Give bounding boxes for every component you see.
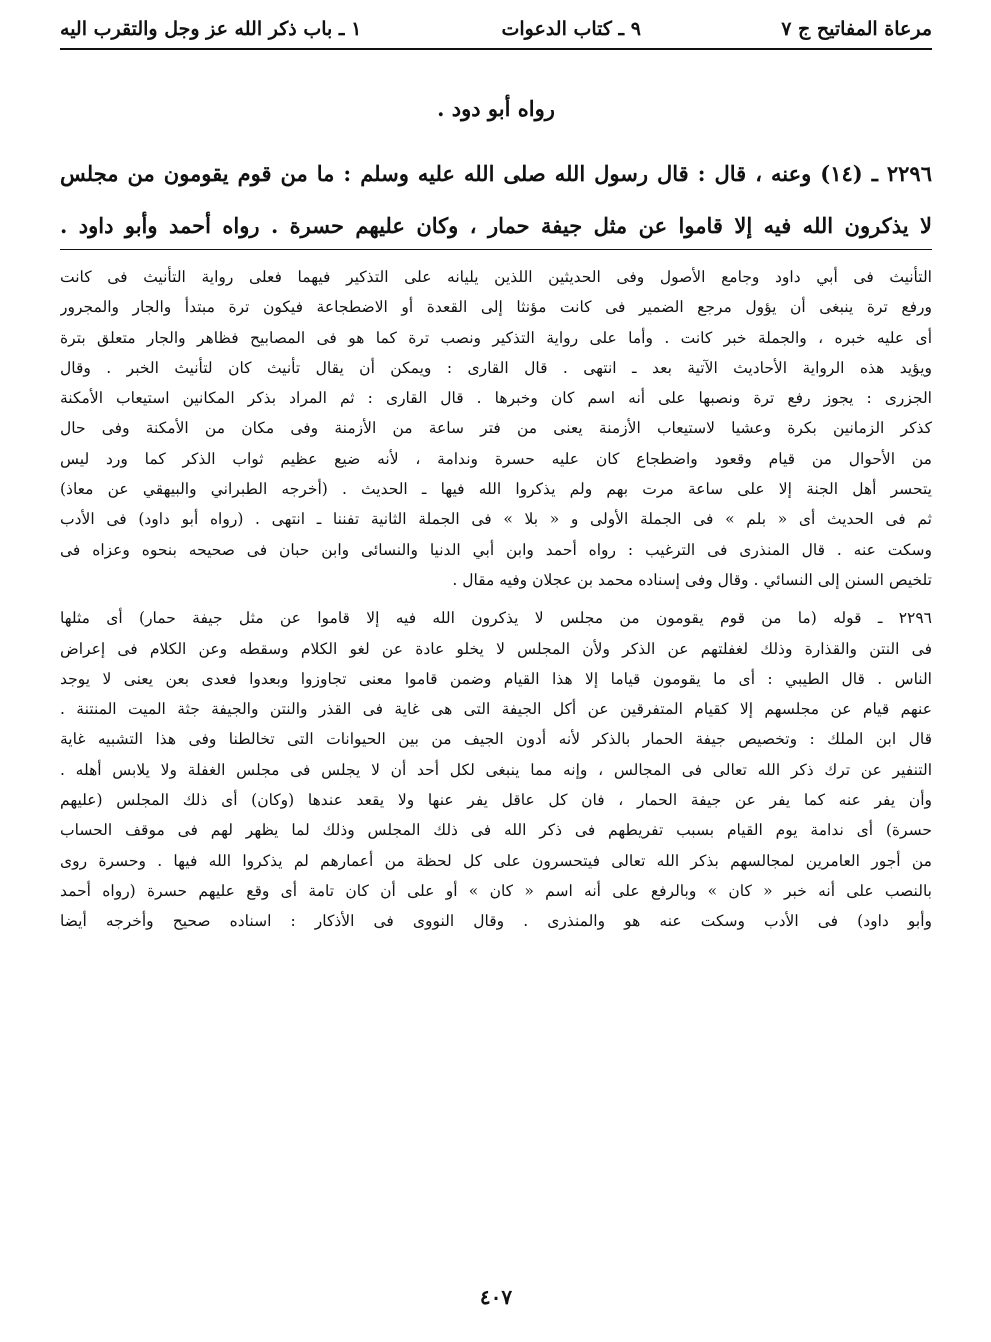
commentary-line: ورفع ترة ينبغى أن يؤول مرجع الضمير فى كانت مؤنثا إلى القعدة أو الاضطجاعة فيكون ترة مبتدأ والجار والمجرور (60, 298, 932, 317)
commentary-line: يتحسر أهل الجنة إلا على ساعة مرت بهم ولم يذكروا الله فيها ـ الحديث . (أخرجه الطبراني والبيهقي عن معاذ) (60, 480, 932, 499)
commentary-line: الناس . قال الطيبي : أى ما يقومون قياما إلا هذا القيام وضمن قاموا معنى تجاوزوا وبعدوا فعدى بعن يعنى لا يوجد (60, 669, 932, 688)
commentary-line: الجزرى : يجوز رفع ترة ونصبها على أنه اسم كان وخبرها . قال القارى : ثم المراد بذكر المكانين استيعاب الأمكنة (60, 389, 932, 408)
header-kitab: ٩ ـ كتاب الدعوات (501, 18, 641, 40)
commentary-line: من الأحوال من قيام وقعود واضطجاع كان عليه حسرة وندامة ، لأنه ضيع عظيم ثواب الذكر كما ورد ليس (60, 449, 932, 468)
hadith-text (60, 148, 932, 252)
commentary-line: فى النتن والقذارة وذلك لغفلتهم عن الذكر ولأن المجلس لا يخلو عادة عن لغو الكلام وسقطه وعن الكلام فى إعراض (60, 639, 932, 658)
commentary-line: من أجور العامرين لمجالسهم بذكر الله تعالى فيتحسرون على كل لحظة من أعمارهم لم يذكروا الله فيها . وحسرة روى (60, 851, 932, 870)
commentary-line: كذكر الزمانين بكرة وعشيا لاستيعاب الأزمنة يعنى من فتر ساعة من الأزمنة وفى مكان من الأمكنة وفى حال (60, 419, 932, 438)
commentary-line: حسرة) أى ندامة يوم القيام بسبب تفريطهم فى ذكر الله فى ذلك المجلس وذلك لما يظهر لهم فى موقف الحساب (60, 821, 932, 840)
commentary-line: ثم فى الحديث أى « بلم » فى الجملة الأولى و « بلا » فى الجملة الثانية تفننا ـ انتهى . (رواه أبو داود) فى الأدب (60, 510, 932, 529)
commentary-line: وأبو داود) فى الأدب وسكت عنه هو والمنذرى . وقال النووى فى الأذكار : اسناده صحيح وأخرجه أيضا (60, 912, 932, 931)
header-book-title: مرعاة المفاتيح ج ٧ (781, 18, 932, 40)
header-bab: ١ ـ باب ذكر الله عز وجل والتقرب اليه (60, 18, 362, 40)
commentary (60, 262, 932, 937)
header-rule (60, 48, 932, 50)
commentary-line: تلخيص السنن إلى النسائي . وقال وفى إسناده محمد بن عجلان وفيه مقال . (452, 570, 932, 589)
commentary-line: بالنصب على أنه خبر « كان » وبالرفع على أنه اسم « كان » أو على أن كان تامة أى وقع عليهم حسرة (رواه أحمد (60, 881, 932, 900)
commentary-line: التأنيث فى أبي داود وجامع الأصول وفى الحديثين اللذين يليانه على التذكير فيهما فعلى رواية التأنيث فى كانت (60, 268, 932, 286)
commentary-line: أى عليه خبره ، والجملة خبر كانت . وأما على رواية التذكير ونصب ترة كما هو فى المصابيح فظاهر والجار متعلق بترة (60, 328, 932, 347)
document-page (60, 0, 932, 1342)
commentary-line: التنفير عن ترك ذكر الله تعالى فى المجالس ، وإنه مما ينبغى لكل أحد أن لا يجلس فى مجلس الغفلة ولا يلابس أهله . (60, 760, 932, 779)
running-header (60, 12, 932, 46)
commentary-line: عنهم قيام عن مجلسهم إلا كقيام المتفرقين عن أكل الجيفة التى هى غاية فى القذر والنتن والجيفة جثة الميت المنتنة . (60, 700, 932, 719)
page-number: ٤٠٧ (479, 1285, 513, 1309)
hadith-line: لا يذكرون الله فيه إلا قاموا عن مثل جيفة حمار ، وكان عليهم حسرة . رواه أحمد وأبو داود . (60, 213, 932, 238)
section-divider (60, 249, 932, 250)
hadith-line: ٢٢٩٦ ـ (١٤) وعنه ، قال : قال رسول الله صلى الله عليه وسلم : ما من قوم يقومون من مجلس (60, 161, 932, 186)
commentary-line: وأن يفر عنه كما يفر عن جيفة الحمار ، فان كل عاقل يفر عنها ولا يقعد عندها (وكان) أى ذلك المجلس (عليهم (60, 791, 932, 810)
commentary-line: ويؤيد هذه الرواية الأحاديث الآتية بعد ـ انتهى . قال القارى : ويمكن أن يقال تأنيث كان لتأنيث الخبر . وقال (60, 358, 932, 377)
top-reference: رواه أبو دود . (437, 96, 555, 121)
commentary-line: وسكت عنه . قال المنذرى فى الترغيب : رواه أحمد وابن أبي الدنيا والنسائى وابن حبان فى صحيحه بنحوه وعزاه فى (60, 540, 932, 559)
commentary-line: قال ابن الملك : وتخصيص جيفة الحمار بالذكر لأنه أدون الجيف من بين الحيوانات التى تخالطنا وفى هذا التشبيه غاية (60, 730, 932, 749)
commentary-line: ٢٢٩٦ ـ قوله (ما من قوم يقومون من مجلس لا يذكرون الله فيه إلا قاموا عن مثل جيفة حمار) أى مثلها (60, 609, 932, 628)
